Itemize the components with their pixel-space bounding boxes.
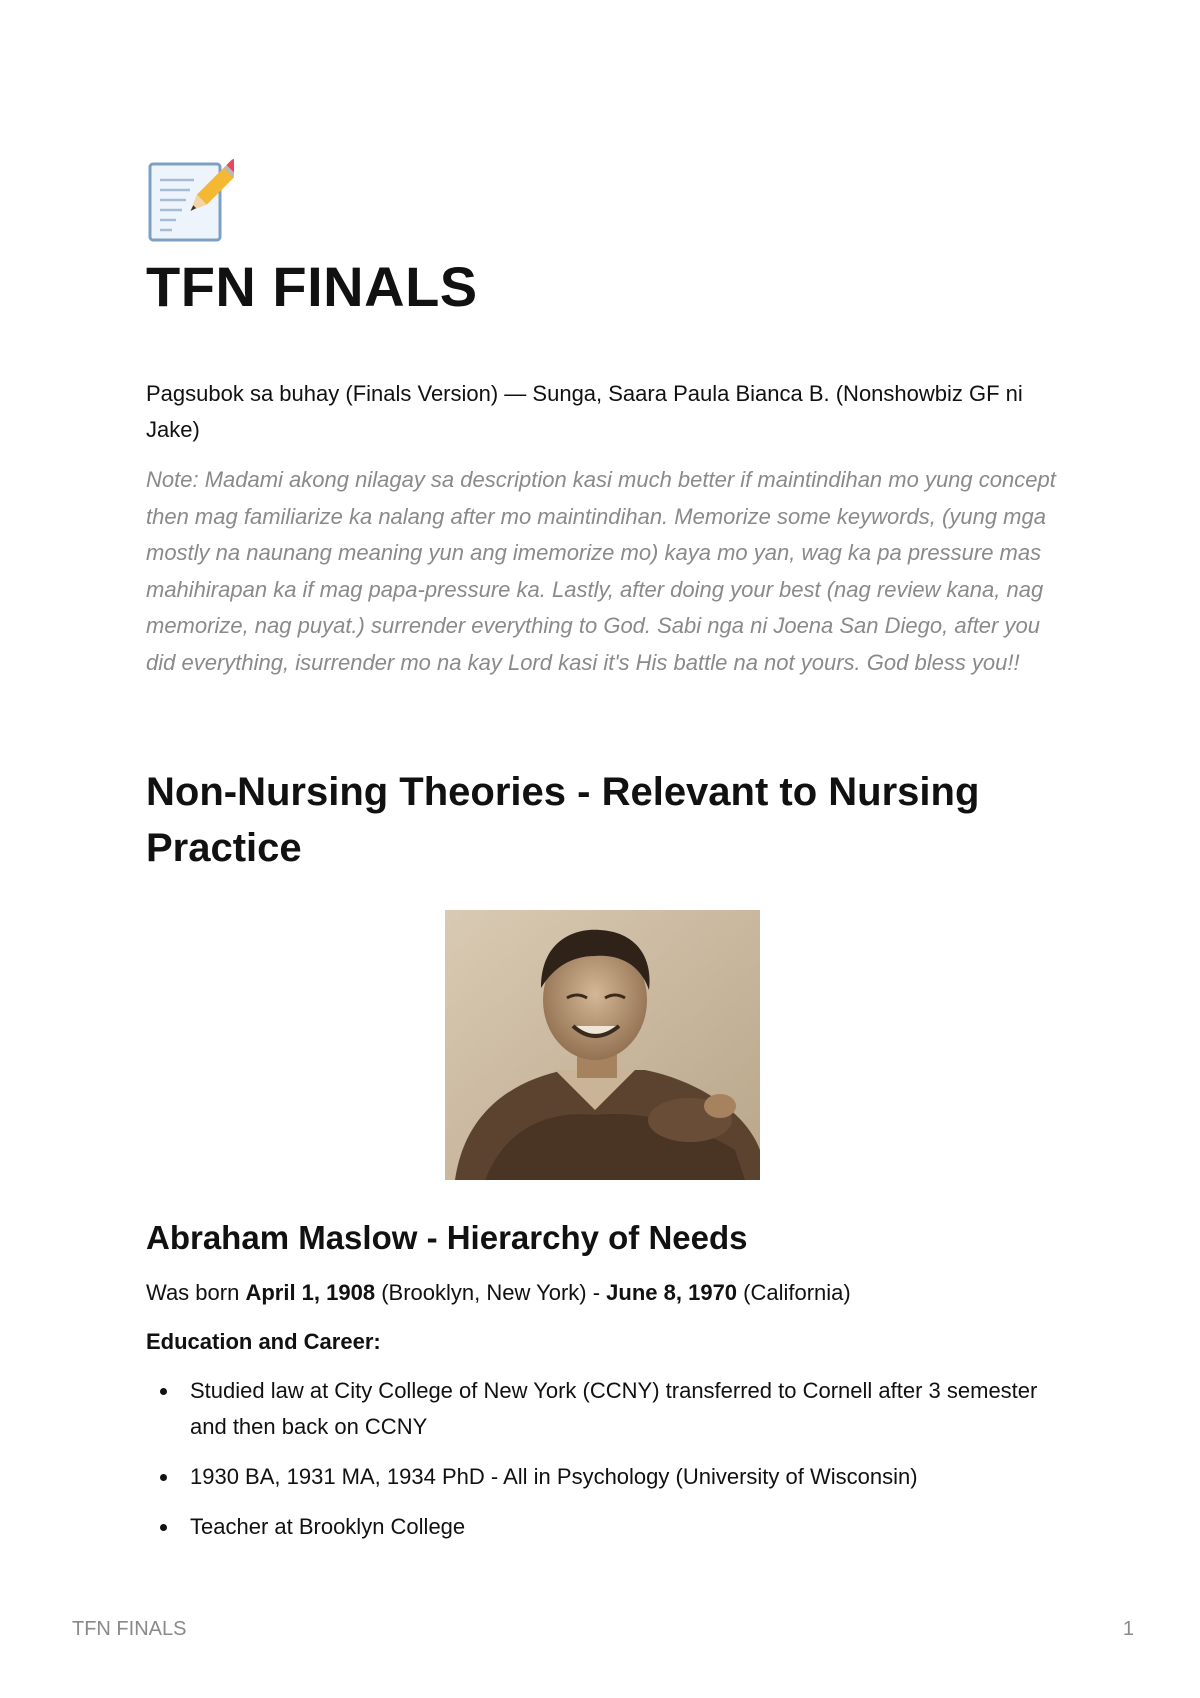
education-label: Education and Career: bbox=[146, 1329, 381, 1354]
bullet-icon bbox=[160, 1524, 167, 1531]
education-list bbox=[146, 1373, 1066, 1559]
footer-doc-title: TFN FINALS bbox=[72, 1618, 187, 1640]
list-item: Teacher at Brooklyn College bbox=[146, 1509, 1066, 1545]
memo-pencil-icon bbox=[146, 158, 234, 244]
page-title: TFN FINALS bbox=[146, 255, 478, 318]
birth-place: (Brooklyn, New York) - bbox=[375, 1280, 607, 1305]
born-prefix: Was born bbox=[146, 1280, 246, 1305]
note-text: Note: Madami akong nilagay sa description kasi much better if maintindihan mo yung concept then mag familiarize ka nalang after mo maintindihan. Memorize some keywords, (yung mga mostly na naunang meaning yun ang imemorize mo) kaya mo yan, wag ka pa pressure mas mahihirapan ka if mag papa-pressure ka. Lastly, after doing your best (nag review kana, nag memorize, nag puyat.) surrender everything to God. Sabi nga ni Joena San Diego, after you did everything, isurrender mo na kay Lord kasi it's His battle na not yours. God bless you!! bbox=[146, 467, 1056, 675]
bullet-icon bbox=[160, 1474, 167, 1481]
maslow-heading: Abraham Maslow - Hierarchy of Needs bbox=[146, 1219, 748, 1256]
subtitle-text: Pagsubok sa buhay (Finals Version) — Sunga, Saara Paula Bianca B. (Nonshowbiz GF ni Jake) bbox=[146, 381, 1023, 442]
death-place: (California) bbox=[737, 1280, 851, 1305]
footer-page-number: 1 bbox=[1122, 1618, 1134, 1640]
list-item: Studied law at City College of New York (CCNY) transferred to Cornell after 3 semester and then back on CCNY bbox=[146, 1373, 1066, 1445]
birth-date: April 1, 1908 bbox=[245, 1280, 376, 1305]
maslow-portrait-image bbox=[445, 910, 760, 1180]
bullet-icon bbox=[160, 1388, 167, 1395]
maslow-birth-line bbox=[146, 1276, 851, 1310]
section-heading: Non-Nursing Theories - Relevant to Nursing Practice bbox=[146, 770, 980, 870]
list-item: 1930 BA, 1931 MA, 1934 PhD - All in Psychology (University of Wisconsin) bbox=[146, 1459, 1066, 1495]
death-date: June 8, 1970 bbox=[606, 1280, 738, 1305]
